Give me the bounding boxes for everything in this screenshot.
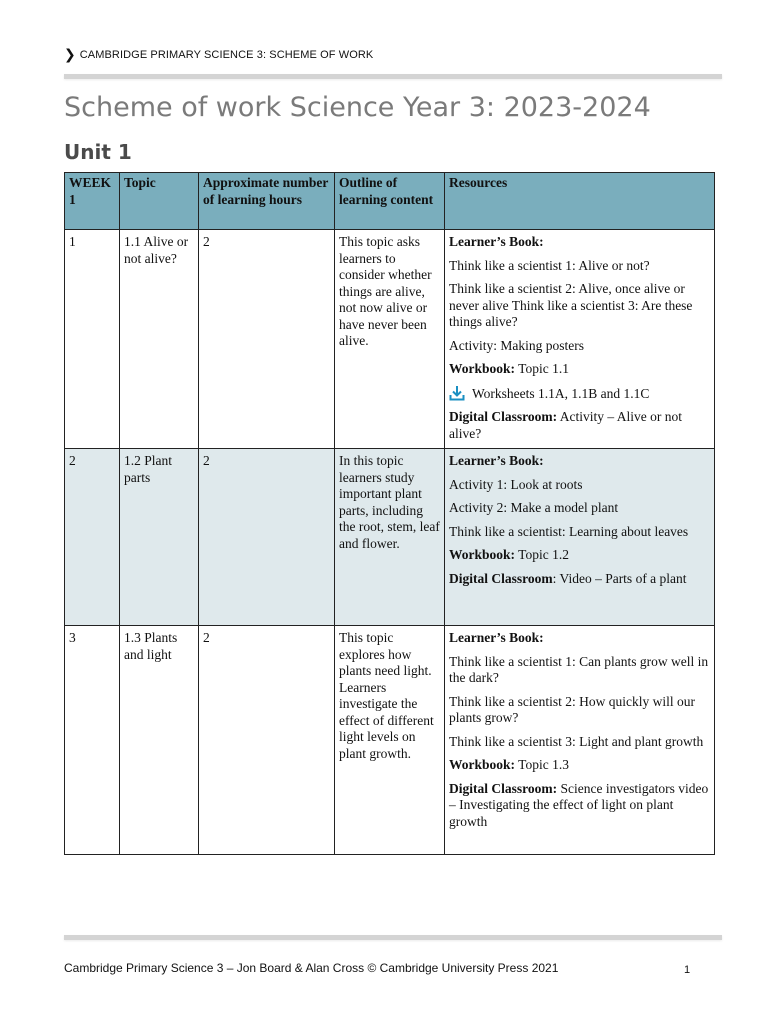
resource-item: Activity: Making posters <box>449 337 584 353</box>
workbook-label: Workbook: <box>449 547 516 562</box>
resource-item: Think like a scientist 3: Light and plant growth <box>449 733 704 749</box>
resource-item: Think like a scientist 1: Can plants grow well in the dark? <box>449 653 709 685</box>
footer-divider <box>64 935 722 940</box>
learners-book-label: Learner’s Book: <box>449 630 544 645</box>
worksheets-label[interactable]: Worksheets 1.1A, 1.1B and 1.1C <box>472 385 650 401</box>
resource-item: Activity 1: Look at roots <box>449 476 583 492</box>
header-divider <box>64 74 722 79</box>
workbook-label: Workbook: <box>449 361 516 376</box>
cell-resources <box>445 626 715 855</box>
unit-heading: Unit 1 <box>64 140 132 164</box>
resource-item: Think like a scientist 2: How quickly will our plants grow? <box>449 693 695 725</box>
resource-item: Think like a scientist 1: Alive or not? <box>449 257 650 273</box>
resource-item: Think like a scientist 2: Alive, once alive or never alive Think like a scientist 3: Are these things alive? <box>449 281 693 329</box>
chevron-right-icon: ❯ <box>64 47 76 63</box>
digital-classroom-value: : Video – Parts of a plant <box>552 570 687 586</box>
worksheets-link[interactable] <box>449 385 710 403</box>
scheme-of-work-table <box>64 172 715 855</box>
running-header-title: CAMBRIDGE PRIMARY SCIENCE 3: SCHEME OF WORK <box>79 49 374 61</box>
digital-classroom-label: Digital Classroom: <box>449 780 558 796</box>
running-header <box>64 48 373 62</box>
cell-week: 3 <box>65 626 120 855</box>
learners-book-label: Learner’s Book: <box>449 453 544 468</box>
workbook-value: Topic 1.1 <box>518 361 569 376</box>
cell-outline: In this topic learners study important plant parts, including the root, stem, leaf and flower. <box>335 449 445 626</box>
footer-text: Cambridge Primary Science 3 – Jon Board & Alan Cross © Cambridge University Press 2021 <box>64 961 559 975</box>
cell-week: 1 <box>65 230 120 449</box>
resource-item: Activity 2: Make a model plant <box>449 500 619 515</box>
download-icon[interactable] <box>449 385 465 401</box>
table-row <box>65 449 715 626</box>
cell-outline: This topic explores how plants need light. Learners investigate the effect of different light levels on plant growth. <box>335 626 445 855</box>
page-title: Scheme of work Science Year 3: 2023-2024 <box>64 92 651 123</box>
digital-classroom-value: Science investigators video – Investigating the effect of light on plant growth <box>449 780 709 829</box>
header-resources: Resources <box>445 173 715 230</box>
header-topic: Topic <box>120 173 199 230</box>
cell-topic: 1.3 Plants and light <box>120 626 199 855</box>
learners-book-label: Learner’s Book: <box>449 234 544 249</box>
cell-resources <box>445 230 715 449</box>
cell-resources <box>445 449 715 626</box>
cell-topic: 1.1 Alive or not alive? <box>120 230 199 449</box>
cell-hours: 2 <box>199 626 335 855</box>
digital-classroom-value: Activity – Alive or not alive? <box>449 409 683 441</box>
header-week: WEEK 1 <box>65 173 120 230</box>
table-row <box>65 230 715 449</box>
table-header-row <box>65 173 715 230</box>
cell-hours: 2 <box>199 449 335 626</box>
workbook-label: Workbook: <box>449 757 516 772</box>
cell-topic: 1.2 Plant parts <box>120 449 199 626</box>
cell-hours: 2 <box>199 230 335 449</box>
resource-item: Think like a scientist: Learning about leaves <box>449 523 689 539</box>
cell-outline: This topic asks learners to consider whether things are alive, not now alive or have never been alive. <box>335 230 445 449</box>
header-outline: Outline of learning content <box>335 173 445 230</box>
workbook-value: Topic 1.2 <box>518 547 569 562</box>
digital-classroom-label: Digital Classroom <box>449 570 553 586</box>
cell-week: 2 <box>65 449 120 626</box>
header-hours: Approximate number of learning hours <box>199 173 335 230</box>
page-number: 1 <box>684 964 691 976</box>
digital-classroom-label: Digital Classroom: <box>449 409 558 424</box>
table-row <box>65 626 715 855</box>
workbook-value: Topic 1.3 <box>518 757 569 772</box>
